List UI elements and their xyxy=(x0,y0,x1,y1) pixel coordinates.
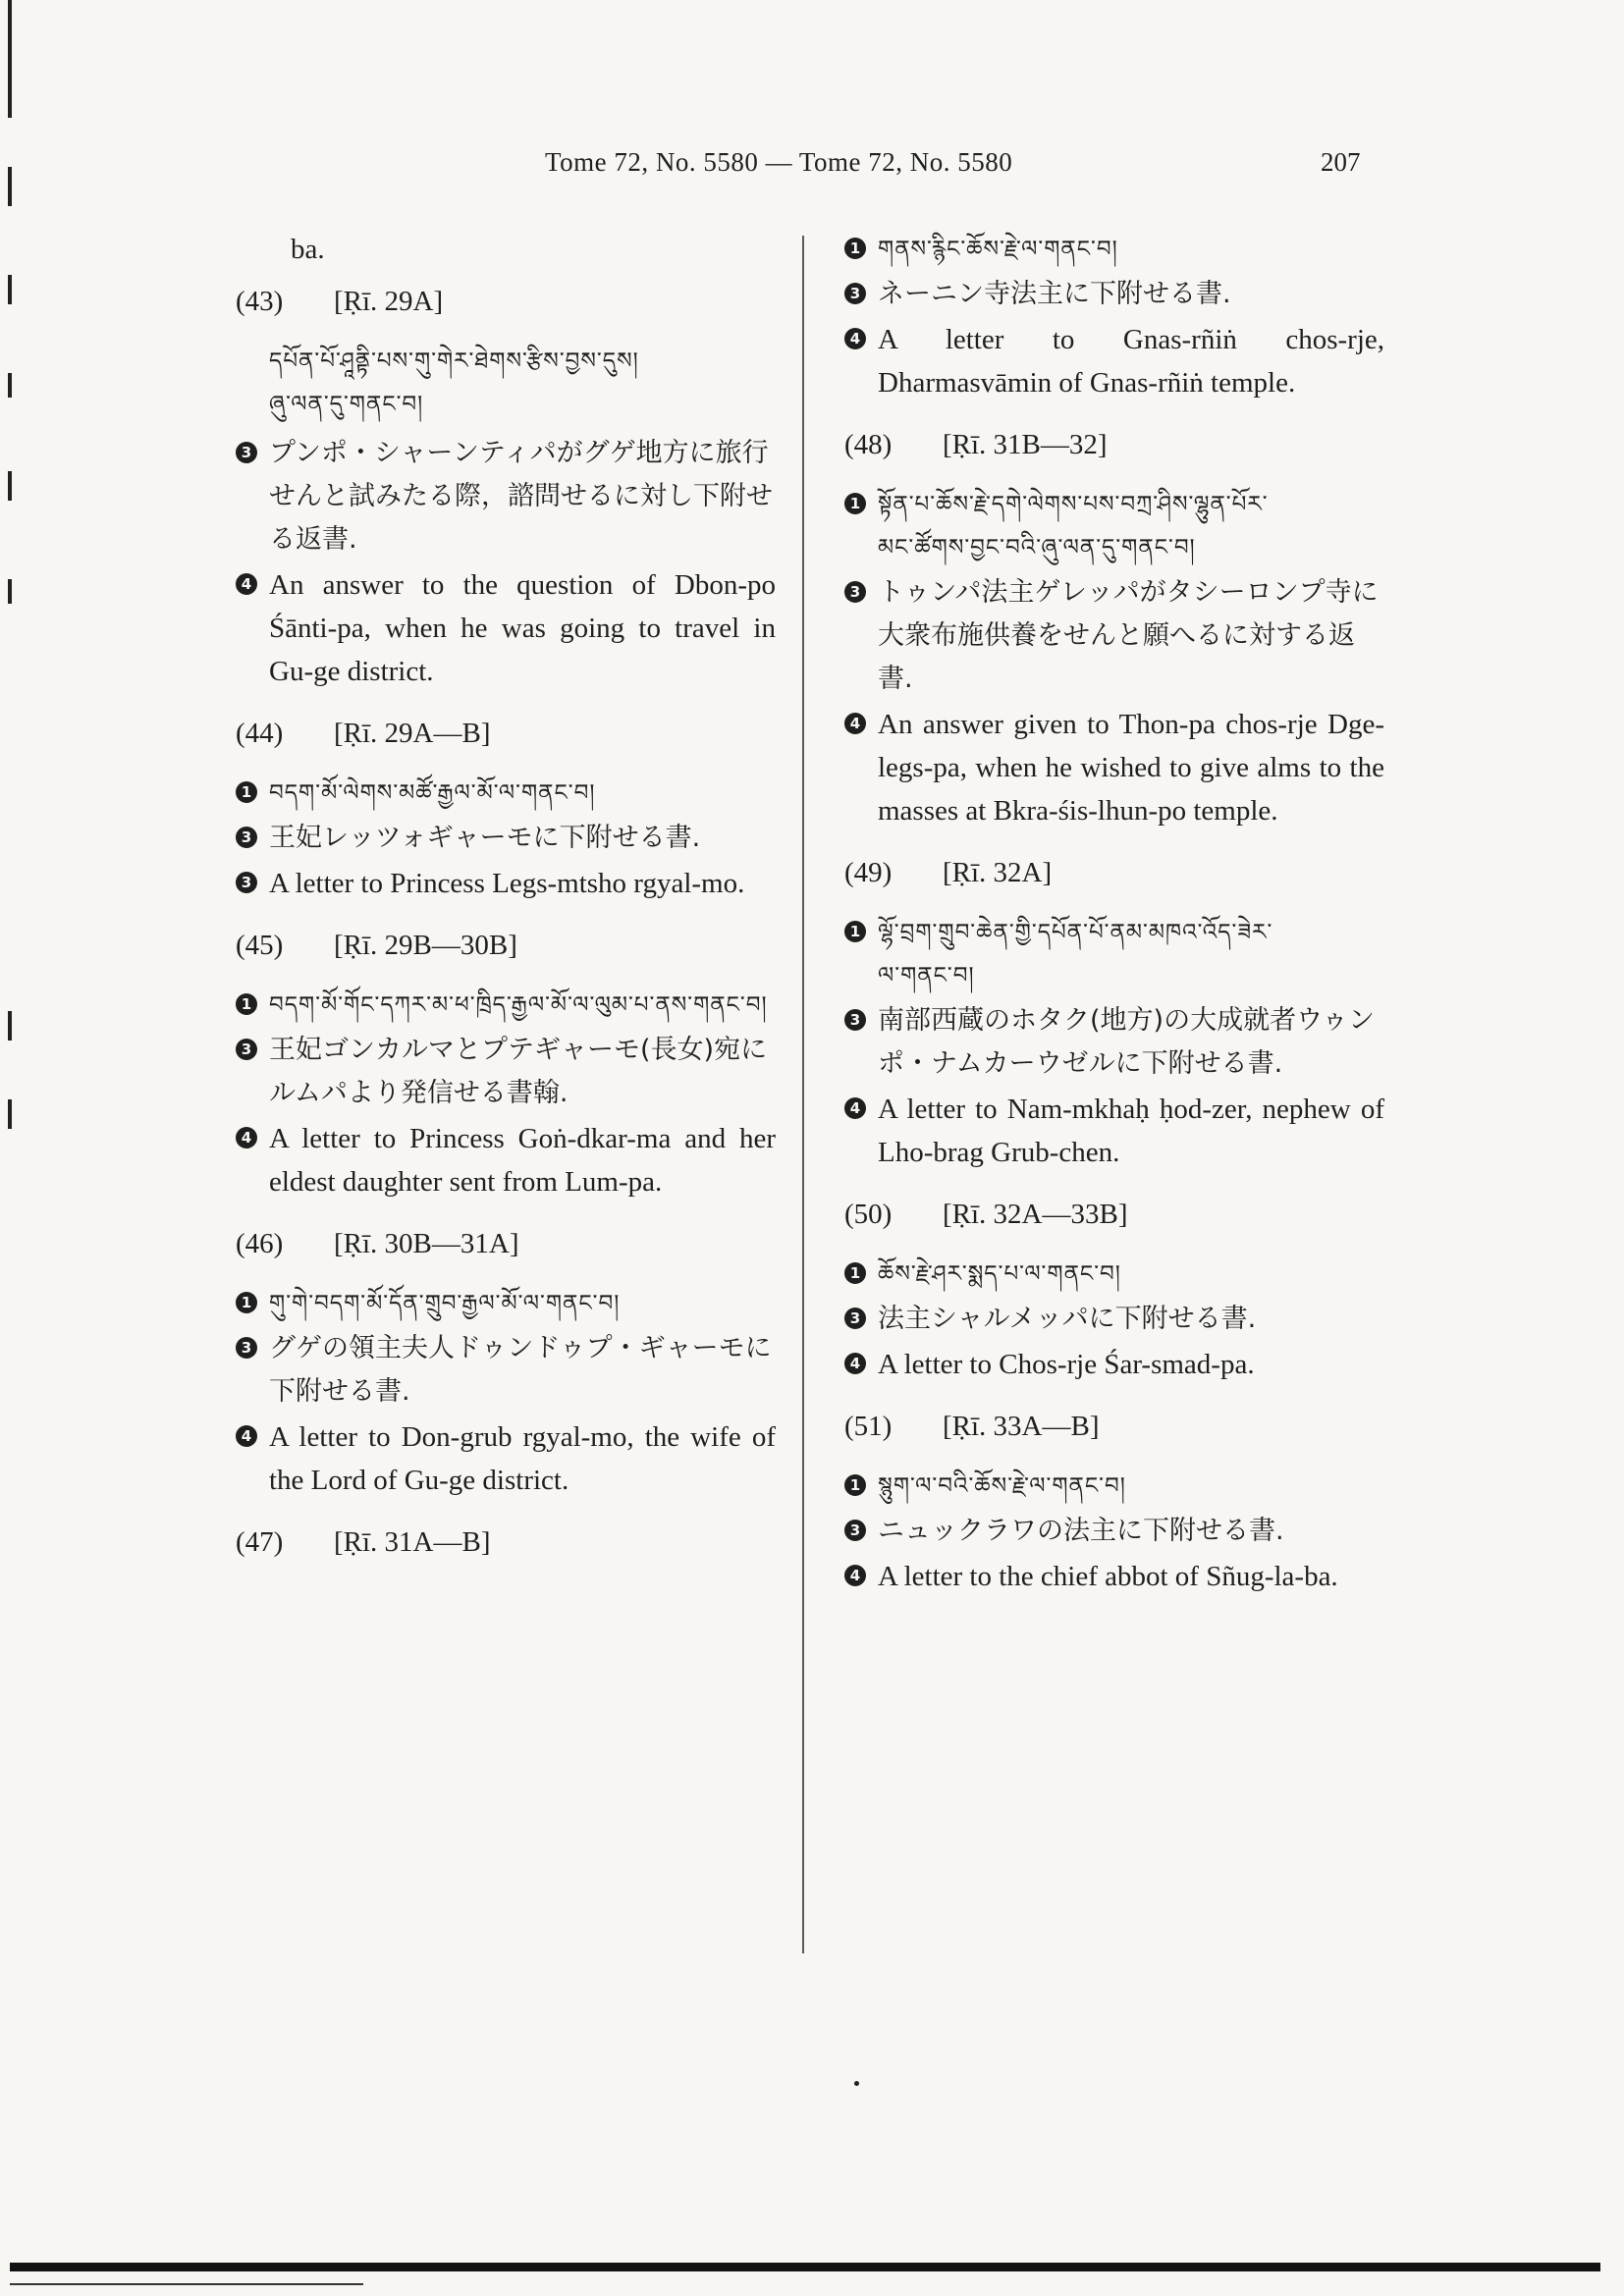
entry-heading xyxy=(236,1520,776,1565)
catalog-entry-48 xyxy=(844,422,1384,832)
numbered-marker-icon: 3 xyxy=(844,1520,866,1541)
tibetan-line: ལྷོ་བྲག་གྲུབ་ཆེན་གྱི་དཔོན་པོ་ནམ་མཁའ་འོད་ཟེར་ xyxy=(878,920,1273,945)
numbered-marker-icon: 4 xyxy=(844,1353,866,1374)
entry-heading xyxy=(236,711,776,756)
catalog-entry-49 xyxy=(844,850,1384,1174)
numbered-marker-icon: 1 xyxy=(844,1262,866,1284)
entry-heading xyxy=(844,422,1384,467)
tibetan-title xyxy=(844,1465,1384,1508)
numbered-marker-icon: 1 xyxy=(844,493,866,514)
tibetan-line: ལ་གནང་བ། xyxy=(878,963,975,988)
english-translation xyxy=(236,1117,776,1203)
entry-number: (48) xyxy=(844,429,893,460)
folio-reference: [Ṛī. 29B—30B] xyxy=(334,930,517,961)
entry-heading xyxy=(236,923,776,968)
tibetan-title xyxy=(844,911,1384,997)
numbered-marker-icon: 4 xyxy=(844,1565,866,1586)
folio-reference: [Ṛī. 29A—B] xyxy=(334,718,491,749)
japanese-translation xyxy=(844,273,1384,316)
english-text: An answer given to Thon-pa chos-rje Dge-legs-pa, when he wished to give alms to the masses at Bkra-śis-lhun-po temple. xyxy=(878,709,1384,827)
japanese-translation xyxy=(844,1298,1384,1341)
scan-binding-mark xyxy=(8,275,12,304)
numbered-marker-icon: 1 xyxy=(236,993,257,1015)
tibetan-title xyxy=(236,984,776,1027)
entry-heading xyxy=(844,1404,1384,1449)
japanese-text: 王妃ゴンカルマとプテギャーモ(長女)宛にルムパより発信せる書翰. xyxy=(269,1035,768,1108)
catalog-entry-47-continued xyxy=(844,228,1384,404)
entry-heading xyxy=(236,1221,776,1266)
numbered-marker-icon: 4 xyxy=(236,573,257,595)
catalog-entry-45 xyxy=(236,923,776,1203)
english-text: A letter to Princess Goṅ-dkar-ma and her eldest daughter sent from Lum-pa. xyxy=(269,1123,776,1198)
tibetan-title xyxy=(844,1253,1384,1296)
folio-reference: [Ṛī. 33A—B] xyxy=(943,1411,1100,1442)
tibetan-title xyxy=(236,1282,776,1325)
english-text: A letter to Chos-rje Śar-smad-pa. xyxy=(878,1349,1255,1380)
english-text: A letter to Don-grub rgyal-mo, the wife of the Lord of Gu-ge district. xyxy=(269,1421,776,1496)
catalog-entry-47 xyxy=(236,1520,776,1565)
tibetan-title xyxy=(236,772,776,815)
numbered-marker-icon: 3 xyxy=(844,581,866,603)
english-text: A letter to the chief abbot of Sñug-la-ba. xyxy=(878,1561,1338,1592)
right-column xyxy=(844,228,1384,1616)
numbered-marker-icon: 3 xyxy=(844,1308,866,1329)
tibetan-line: དཔོན་པོ་ཤཱནྟི་པས་གུ་གེར་ཐེགས་རྩིས་བྱས་དུས། xyxy=(269,348,639,374)
numbered-marker-icon: 1 xyxy=(844,238,866,259)
entry-number: (49) xyxy=(844,857,893,888)
numbered-marker-icon: 4 xyxy=(844,713,866,734)
tibetan-text: གུ་གེ་བདག་མོ་དོན་གྲུབ་རྒྱལ་མོ་ལ་གནང་བ། xyxy=(269,1291,621,1316)
numbered-marker-icon: 3 xyxy=(844,283,866,304)
scan-binding-mark xyxy=(8,579,12,604)
folio-reference: [Ṛī. 31A—B] xyxy=(334,1526,491,1558)
page-bottom-rule xyxy=(10,2263,1600,2271)
english-translation xyxy=(236,1415,776,1502)
japanese-text: グゲの領主夫人ドゥンドゥプ・ギャーモに下附せる書. xyxy=(269,1333,772,1407)
catalog-entry-43 xyxy=(236,279,776,693)
english-text: A letter to Princess Legs-mtsho rgyal-mo. xyxy=(269,868,745,899)
continued-text: ba. xyxy=(291,234,325,265)
scan-binding-mark xyxy=(8,373,12,398)
page-number: 207 xyxy=(1321,147,1361,177)
numbered-marker-icon: 1 xyxy=(236,1292,257,1313)
catalog-entry-51 xyxy=(844,1404,1384,1598)
numbered-marker-icon: 3 xyxy=(844,1009,866,1031)
entry-number: (47) xyxy=(236,1526,284,1558)
entry-number: (51) xyxy=(844,1411,893,1442)
tibetan-title xyxy=(844,228,1384,271)
page-bottom-thin-rule xyxy=(10,2283,363,2285)
scan-binding-mark xyxy=(8,1011,12,1041)
entry-heading xyxy=(236,279,776,324)
running-title: Tome 72, No. 5580 — Tome 72, No. 5580 xyxy=(545,147,1013,177)
catalog-entry-46 xyxy=(236,1221,776,1502)
english-translation xyxy=(844,703,1384,832)
left-column xyxy=(236,228,776,1582)
english-translation xyxy=(236,862,776,905)
tibetan-text: སྙུག་ལ་བའི་ཆོས་རྗེ་ལ་གནང་བ། xyxy=(878,1473,1126,1499)
japanese-text: 王妃レッツォギャーモに下附せる書. xyxy=(269,823,701,853)
japanese-text: トゥンパ法主ゲレッパがタシーロンプ寺に大衆布施供養をせんと願へるに対する返書. xyxy=(878,577,1379,694)
japanese-text: ニュックラワの法主に下附せる書. xyxy=(878,1516,1284,1546)
japanese-text: ネーニン寺法主に下附せる書. xyxy=(878,279,1231,309)
tibetan-text: བདག་མོ་གོང་དཀར་མ་ཕ་ཁྲིད་རྒྱལ་མོ་ལ་ལུམ་པ་ནས་གནང་བ། xyxy=(269,992,768,1018)
japanese-text: プンポ・シャーンティパがグゲ地方に旅行せんと試みたる際，諮問せるに対し下附せる返書. xyxy=(269,438,773,555)
english-translation xyxy=(236,563,776,693)
entry-number: (50) xyxy=(844,1199,893,1230)
entry-heading xyxy=(844,850,1384,895)
scan-speck xyxy=(854,2081,859,2086)
japanese-translation xyxy=(236,1029,776,1115)
numbered-marker-icon: 3 xyxy=(236,442,257,463)
japanese-text: 法主シャルメッパに下附せる書. xyxy=(878,1304,1257,1334)
japanese-translation xyxy=(236,817,776,860)
numbered-marker-icon: 1 xyxy=(844,921,866,942)
entry-heading xyxy=(844,1192,1384,1237)
japanese-translation xyxy=(844,999,1384,1086)
tibetan-text: ཆོས་རྗེ་ཤར་སྨད་པ་ལ་གནང་བ། xyxy=(878,1261,1121,1287)
japanese-translation xyxy=(844,571,1384,701)
folio-reference: [Ṛī. 32A] xyxy=(943,857,1053,888)
numbered-marker-icon: 4 xyxy=(236,1425,257,1447)
english-text: An answer to the question of Dbon-po Śānti-pa, when he was going to travel in Gu-ge district. xyxy=(269,569,776,687)
english-translation xyxy=(844,1088,1384,1174)
numbered-marker-icon: 4 xyxy=(236,1127,257,1148)
entry-number: (45) xyxy=(236,930,284,961)
folio-reference: [Ṛī. 32A—33B] xyxy=(943,1199,1128,1230)
scan-binding-mark xyxy=(8,0,12,118)
entry-number: (44) xyxy=(236,718,284,749)
numbered-marker-icon: 3 xyxy=(236,872,257,893)
tibetan-line: ཞུ་ལན་དུ་གནང་བ། xyxy=(269,392,424,417)
column-divider xyxy=(802,236,804,1953)
tibetan-line: མང་ཚོགས་བྱང་བའི་ཞུ་ལན་དུ་གནང་བ། xyxy=(878,535,1196,561)
catalog-entry-50 xyxy=(844,1192,1384,1386)
numbered-marker-icon: 3 xyxy=(236,1337,257,1359)
numbered-marker-icon: 4 xyxy=(844,1097,866,1119)
numbered-marker-icon: 4 xyxy=(844,328,866,349)
folio-reference: [Ṛī. 30B—31A] xyxy=(334,1228,519,1259)
japanese-translation xyxy=(844,1510,1384,1553)
scan-binding-mark xyxy=(8,1099,12,1129)
japanese-translation xyxy=(236,432,776,561)
english-translation xyxy=(844,318,1384,404)
japanese-translation xyxy=(236,1327,776,1414)
english-text: A letter to Gnas-rñiṅ chos-rje, Dharmasvāmin of Gnas-rñiṅ temple. xyxy=(878,324,1384,399)
tibetan-line: སྟོན་པ་ཆོས་རྗེ་དགེ་ལེགས་པས་བཀྲ་ཤིས་ལྷུན་པོར་ xyxy=(878,492,1269,517)
tibetan-text: བདག་མོ་ལེགས་མཚོ་རྒྱལ་མོ་ལ་གནང་བ། xyxy=(269,780,596,806)
folio-reference: [Ṛī. 31B—32] xyxy=(943,429,1108,460)
numbered-marker-icon: 3 xyxy=(236,827,257,848)
numbered-marker-icon: 1 xyxy=(236,781,257,803)
numbered-marker-icon: 3 xyxy=(236,1039,257,1060)
numbered-marker-icon: 1 xyxy=(844,1474,866,1496)
entry-number: (46) xyxy=(236,1228,284,1259)
catalog-entry-44 xyxy=(236,711,776,905)
folio-reference: [Ṛī. 29A] xyxy=(334,286,444,317)
tibetan-text: གནས་རྙིང་ཆོས་རྗེ་ལ་གནང་བ། xyxy=(878,237,1118,262)
tibetan-title xyxy=(236,340,776,426)
english-text: A letter to Nam-mkhaḥ ḥod-zer, nephew of Lho-brag Grub-chen. xyxy=(878,1094,1384,1168)
scan-binding-mark xyxy=(8,167,12,206)
page-header xyxy=(0,147,1624,187)
english-translation xyxy=(844,1343,1384,1386)
japanese-text: 南部西蔵のホタク(地方)の大成就者ウゥンポ・ナムカーウゼルに下附せる書. xyxy=(878,1005,1375,1079)
entry-number: (43) xyxy=(236,286,284,317)
scan-binding-mark xyxy=(8,471,12,501)
tibetan-title xyxy=(844,483,1384,569)
english-translation xyxy=(844,1555,1384,1598)
